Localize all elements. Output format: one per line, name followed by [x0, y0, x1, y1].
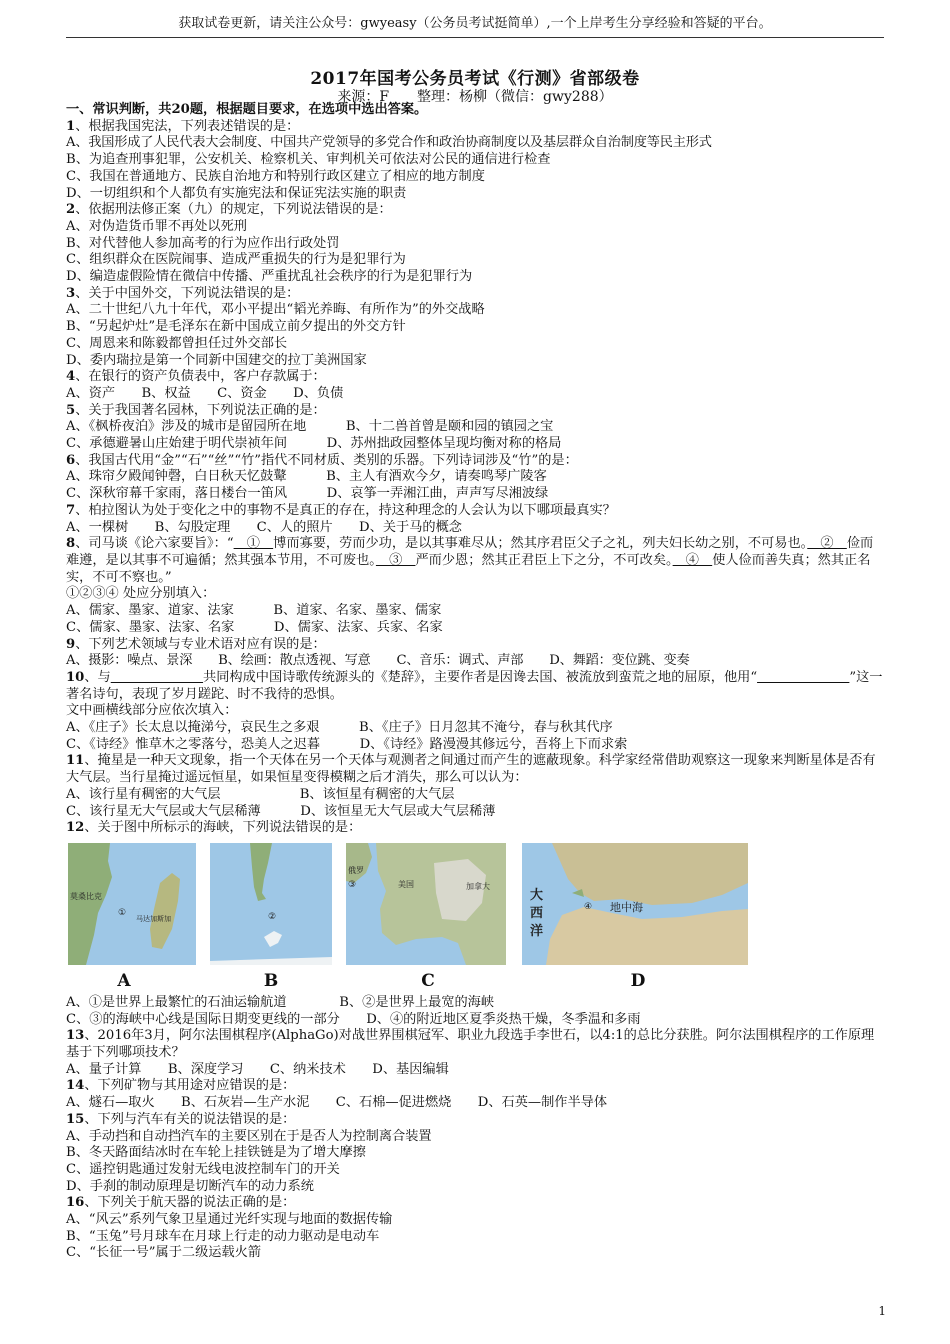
map-c-russia-label: 俄罗 — [348, 865, 364, 875]
map-c-marker: ③ — [348, 879, 357, 890]
question-10-options-ab: A、《庄子》长太息以掩涕兮，哀民生之多艰 B、《庄子》日月忽其不淹兮，春与秋其代序 — [66, 720, 613, 736]
question-15-option-c: C、遥控钥匙通过发射无线电波控制车门的开关 — [66, 1161, 340, 1177]
exam-source: 来源：F 整理：杨柳（微信：gwy288） — [337, 89, 613, 105]
question-2-option-d: D、编造虚假险情在微信中传播、严重扰乱社会秩序的行为是犯罪行为 — [66, 269, 473, 285]
map-a-label: A — [117, 970, 131, 991]
question-number: 11 — [66, 753, 85, 769]
question-number: 6 — [66, 452, 76, 468]
question-12-stem: 12、关于图中所标示的海峡，下列说法错误的是： — [66, 820, 362, 836]
question-1-stem: 1、根据我国宪法，下列表述错误的是： — [66, 118, 300, 134]
map-c-image — [346, 843, 506, 965]
question-15-option-a: A、手动挡和自动挡汽车的主要区别在于是否人为控制离合装置 — [66, 1128, 432, 1144]
question-1-option-b: B、为追查刑事犯罪，公安机关、检察机关、审判机关可依法对公民的通信进行检查 — [66, 152, 551, 168]
question-15-stem: 15、下列与汽车有关的说法错误的是： — [66, 1111, 296, 1127]
question-5-options-cd: C、承德避暑山庄始建于明代崇祯年间 D、苏州拙政园整体呈现均衡对称的格局 — [66, 436, 562, 452]
map-d-ocean-label-3: 洋 — [530, 923, 544, 939]
question-13-options: A、量子计算 B、深度学习 C、纳米技术 D、基因编辑 — [66, 1061, 449, 1077]
question-1-option-a: A、我国形成了人民代表大会制度、中国共产党领导的多党合作和政治协商制度以及基层群众自治制度等民主形式 — [66, 135, 712, 151]
question-3-option-b: B、“另起炉灶”是毛泽东在新中国成立前夕提出的外交方针 — [66, 319, 406, 335]
map-b-marker: ② — [268, 911, 277, 922]
question-1-option-d: D、一切组织和个人都负有实施宪法和保证宪法实施的职责 — [66, 185, 407, 201]
question-16-option-c: C、“长征一号”属于二级运载火箭 — [66, 1245, 262, 1261]
question-number: 1 — [66, 118, 76, 134]
blank-4: ④ — [672, 552, 713, 568]
question-12-options-ab: A、①是世界上最繁忙的石油运输航道 B、②是世界上最宽的海峡 — [66, 994, 495, 1010]
question-number: 10 — [66, 669, 85, 685]
blank-3: ③ — [375, 552, 416, 568]
question-7-options: A、一棵树 B、勾股定理 C、人的照片 D、关于马的概念 — [66, 519, 462, 535]
question-number: 16 — [66, 1195, 85, 1211]
question-14-stem: 14、下列矿物与其用途对应错误的是： — [66, 1078, 296, 1094]
question-15-option-d: D、手刹的制动原理是切断汽车的动力系统 — [66, 1178, 314, 1194]
question-8-options-ab: A、儒家、墨家、道家、法家 B、道家、名家、墨家、儒家 — [66, 603, 442, 619]
header-divider — [66, 37, 884, 38]
question-9-options: A、摄影：噪点、景深 B、绘画：散点透视、写意 C、音乐：调式、声部 D、舞蹈：变位跳、变奏 — [66, 653, 690, 669]
map-c-usa-label: 美国 — [398, 879, 414, 889]
question-16-option-a: A、“风云”系列气象卫星通过光纤实现与地面的数据传输 — [66, 1212, 393, 1228]
map-c-canada-label: 加拿大 — [466, 881, 490, 891]
question-number: 13 — [66, 1028, 85, 1044]
question-2-option-c: C、组织群众在医院闹事、造成严重损失的行为是犯罪行为 — [66, 252, 406, 268]
question-3-option-a: A、二十世纪八九十年代，邓小平提出“韬光养晦、有所作为”的外交战略 — [66, 302, 485, 318]
question-11-options-ab: A、该行星有稠密的大气层 B、该恒星有稠密的大气层 — [66, 786, 455, 802]
question-2-stem: 2、依据刑法修正案（九）的规定，下列说法错误的是： — [66, 202, 392, 218]
map-b-label: B — [263, 970, 279, 991]
page-header-notice: 获取试卷更新，请关注公众号：gwyeasy（公务员考试挺简单）,一个上岸考生分享经验和答疑的平台。 — [178, 16, 772, 31]
question-11-stem: 11、掩星是一种天文现象，指一个天体在另一个天体与观测者之间通过而产生的遮蔽现象。科学家经常借助观察这一现象来判断星体是否有大气层。当行星掩过遥远恒星，如果恒星变得模糊之后才消失，那么可以认为： — [66, 753, 876, 786]
question-4-options: A、资产 B、权益 C、资金 D、负债 — [66, 385, 344, 401]
strait-maps — [66, 843, 886, 995]
question-number: 9 — [66, 636, 76, 652]
map-c — [346, 843, 506, 965]
question-1-option-c: C、我国在普通地方、民族自治地方和特别行政区建立了相应的地方制度 — [66, 168, 485, 184]
exam-body — [66, 102, 886, 1262]
question-number: 3 — [66, 285, 76, 301]
question-10-options-cd: C、《诗经》惟草木之零落兮，恐美人之迟暮 D、《诗经》路漫漫其修远兮，吾将上下而求索 — [66, 736, 628, 752]
question-3-option-d: D、委内瑞拉是第一个同新中国建交的拉丁美洲国家 — [66, 352, 367, 368]
blank-1: ① — [233, 536, 274, 552]
map-d-image — [522, 843, 748, 965]
question-3-option-c: C、周恩来和陈毅都曾担任过外交部长 — [66, 335, 288, 351]
question-13-stem: 13、2016年3月，阿尔法围棋程序(AlphaGo)对战世界围棋冠军、职业九段选手李世石，以4:1的总比分获胜。阿尔法围棋程序的工作原理基于下列哪项技术？ — [66, 1028, 875, 1061]
blank-1 — [111, 670, 203, 685]
map-d-label: D — [630, 970, 646, 991]
question-4-stem: 4、在银行的资产负债表中，客户存款属于： — [66, 369, 326, 385]
map-d-ocean-label-2: 西 — [530, 905, 544, 921]
question-15-option-b: B、冬天路面结冰时在车轮上挂铁链是为了增大摩擦 — [66, 1145, 366, 1161]
exam-title: 2017年国考公务员考试《行测》省部级卷 — [310, 69, 640, 89]
question-2-option-b: B、对代替他人参加高考的行为应作出行政处罚 — [66, 235, 340, 251]
question-14-options: A、燧石—取火 B、石灰岩—生产水泥 C、石棉—促进燃烧 D、石英—制作半导体 — [66, 1095, 607, 1111]
map-d-sea-label: 地中海 — [610, 900, 643, 914]
map-b — [210, 843, 332, 965]
question-6-options-ab: A、珠帘夕殿闻钟磬，白日秋天忆鼓鼙 B、主人有酒欢今夕，请奏鸣琴广陵客 — [66, 469, 547, 485]
question-2-option-a: A、对伪造货币罪不再处以死刑 — [66, 218, 247, 234]
question-11-options-cd: C、该行星无大气层或大气层稀薄 D、该恒星无大气层或大气层稀薄 — [66, 803, 496, 819]
map-a-country-label: 莫桑比克 — [70, 891, 102, 901]
question-number: 7 — [66, 502, 76, 518]
map-a-image — [68, 843, 196, 965]
question-number: 15 — [66, 1111, 85, 1127]
question-number: 8 — [66, 536, 76, 552]
section-heading: 一、常识判断，共20题，根据题目要求，在选项中选出答案。 — [66, 102, 428, 117]
blank-2: ② — [807, 536, 847, 552]
question-9-stem: 9、下列艺术领域与专业术语对应有误的是： — [66, 636, 326, 652]
question-number: 2 — [66, 202, 76, 218]
question-8-options-cd: C、儒家、墨家、法家、名家 D、儒家、法家、兵家、名家 — [66, 619, 443, 635]
question-8-stem: 8、司马谈《论六家要旨》：“ ① 博而寡要，劳而少功，是以其事难尽从；然其序君臣父子之礼，列夫妇长幼之别，不可易也。 ② 俭而难遵，是以其事不可遍循；然其强本节用，不可废也。 ③ 严而少恩；然其正君臣上下之分，不可改矣。 ④ 使人俭而善失真；然其正名实，不可不察也。” — [66, 536, 874, 585]
page-number: 1 — [878, 1304, 886, 1318]
question-5-options-ab: A、《枫桥夜泊》涉及的城市是留园所在地 B、十二兽首曾是颐和园的镇园之宝 — [66, 419, 554, 435]
question-6-stem: 6、我国古代用“金”“石”“丝”“竹”指代不同材质、类别的乐器。下列诗词涉及“竹”的是： — [66, 452, 578, 468]
map-c-label: C — [421, 970, 435, 991]
question-8-prompt: ①②③④ 处应分别填入： — [66, 586, 216, 602]
question-16-option-b: B、“玉兔”号月球车在月球上行走的动力驱动是电动车 — [66, 1228, 380, 1244]
question-number: 14 — [66, 1078, 85, 1094]
map-b-image — [210, 843, 332, 965]
question-10-prompt: 文中画横线部分应依次填入： — [66, 703, 238, 719]
map-a-island-label: 马达加斯加 — [136, 914, 171, 923]
question-10-stem: 10、与 共同构成中国诗歌传统源头的《楚辞》，主要作者是因谗去国、被流放到蛮荒之地的屈原，他用“ ”这一著名诗句，表现了岁月蹉跎、时不我待的恐惧。 — [66, 669, 883, 702]
question-6-options-cd: C、深秋帘幕千家雨，落日楼台一笛风 D、哀筝一弄湘江曲，声声写尽湘波绿 — [66, 486, 549, 502]
map-a — [68, 843, 196, 965]
blank-2 — [757, 670, 849, 685]
question-12-options-cd: C、③的海峡中心线是国际日期变更线的一部分 D、④的附近地区夏季炎热干燥，冬季温和多雨 — [66, 1011, 641, 1027]
map-d — [522, 843, 748, 965]
question-3-stem: 3、关于中国外交，下列说法错误的是： — [66, 285, 300, 301]
question-5-stem: 5、关于我国著名园林，下列说法正确的是： — [66, 402, 326, 418]
question-number: 4 — [66, 369, 76, 385]
question-number: 5 — [66, 402, 76, 418]
question-16-stem: 16、下列关于航天器的说法正确的是： — [66, 1195, 296, 1211]
question-7-stem: 7、柏拉图认为处于变化之中的事物不是真正的存在，持这种理念的人会认为以下哪项最真实？ — [66, 502, 616, 518]
map-d-ocean-label-1: 大 — [530, 887, 544, 903]
question-number: 12 — [66, 820, 85, 836]
map-d-marker: ④ — [584, 901, 593, 912]
map-a-marker: ① — [118, 907, 127, 918]
